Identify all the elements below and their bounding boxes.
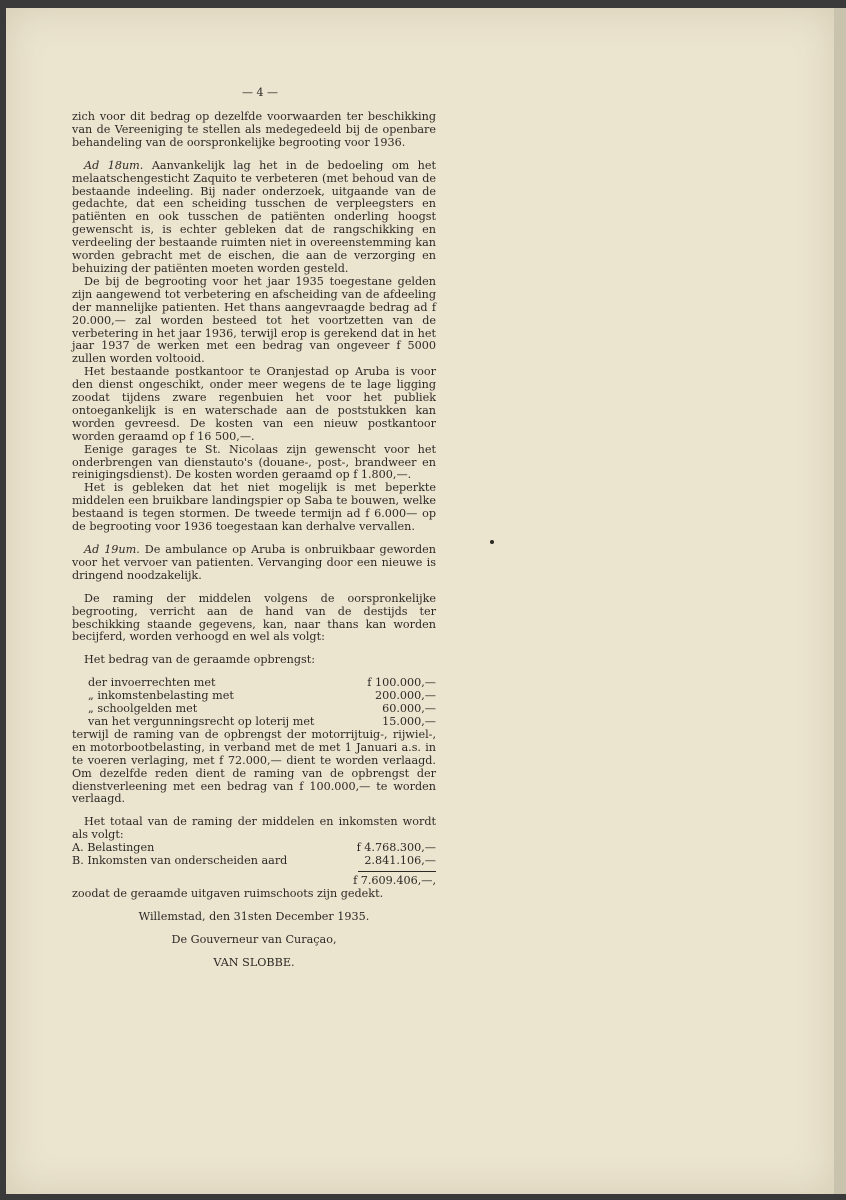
place-date: Willemstad, den 31sten December 1935. xyxy=(138,909,370,923)
sum-rule xyxy=(358,871,436,872)
raming-intro: De raming der middelen volgens de oorspronkelijke begrooting, verricht aan de hand van de destijds ter beschikking staande gegevens, kan, naar thans kan worden becijferd, worden verhoogd en wel als volgt: xyxy=(72,591,436,644)
ad18-paragraph-3: Het bestaande postkantoor te Oranjestad op Aruba is voor den dienst ongeschikt, onder meer wegens de te lage ligging zoodat tijdens zware regenbuien het voor het publiek ontoegankelijk is en waterschade aan de poststukken kan worden gevreesd. De kosten van een nieuw postkantoor worden geraamd op f 16 500,—. xyxy=(72,365,436,443)
row-value: 60.000,— xyxy=(382,702,436,716)
ad18-paragraph-2: De bij de begrooting voor het jaar 1935 toegestane gelden zijn aangewend tot verbetering en afscheiding van de afdeeling der mannelijke patienten. Het thans aangevraagde bedrag ad f 20.000,— zal worden besteed tot het voortzetten van de verbetering in het jaar 1936, terwijl erop is gerekend dat in het jaar 1937 de werken met een bedrag van ongeveer f 5000 zullen worden voltooid. xyxy=(72,274,436,366)
row-label: „ schoolgelden met xyxy=(88,702,198,716)
row-label: A. Belastingen xyxy=(72,841,155,855)
row-value: f 4.768.300,— xyxy=(356,841,436,855)
signatory-name: VAN SLOBBE. xyxy=(213,955,295,969)
ad19-label: Ad 19um. xyxy=(84,543,140,556)
intro-paragraph: zich voor dit bedrag op dezelfde voorwaarden ter beschikking van de Vereeniging te stellen als medegedeeld bij de openbare behandeling van de oorspronkelijke begrooting voor 1936. xyxy=(72,110,436,149)
conclusion: zoodat de geraamde uitgaven ruimschoots zijn gedekt. xyxy=(72,886,384,900)
ad18-p1-text: Aanvankelijk lag het in de bedoeling om het melaatschengesticht Zaquito te verbeteren (met behoud van de bestaande indeeling. Bij nader onderzoek, uitgaande van de gedachte, dat een scheiding tusschen de verpleegsters en patiënten en ook tusschen de patiënten onderling hoogst gewenscht is, is echter gebleken dat de rangschikking en verdeeling der bestaande ruimten niet in overeenstemming kan worden gebracht met de eischen, die aan de verzorging en behuizing der patiënten moeten worden gesteld. xyxy=(72,158,437,275)
row-label: B. Inkomsten van onderscheiden aard xyxy=(72,854,288,868)
page-edge xyxy=(834,8,846,1194)
row-value: 200.000,— xyxy=(374,689,436,703)
row-label: der invoerrechten met xyxy=(88,676,216,690)
opbrengst-label: Het bedrag van de geraamde opbrengst: xyxy=(84,653,316,667)
row-label: „ inkomstenbelasting met xyxy=(88,689,234,703)
signatory-title: De Gouverneur van Curaçao, xyxy=(171,932,337,946)
row-value: f 100.000,— xyxy=(367,676,436,690)
body-text xyxy=(72,111,436,969)
page-number: — 4 — xyxy=(242,86,278,99)
ad18-paragraph-5: Het is gebleken dat het niet mogelijk is met beperkte middelen een bruikbare landingspier op Saba te bouwen, welke bestaand is tegen stormen. De tweede termijn ad f 6.000— op de begrooting voor 1936 toegestaan kan derhalve vervallen. xyxy=(72,481,436,534)
totaal-intro: Het totaal van de raming der middelen en inkomsten wordt als volgt: xyxy=(72,815,436,842)
totaal-sum-row xyxy=(72,875,436,888)
ad19-p1-text: De ambulance op Aruba is onbruikbaar geworden voor het vervoer van patienten. Vervanging door een nieuwe is dringend noodzakelijk. xyxy=(72,543,436,582)
row-value: 15.000,— xyxy=(382,714,436,728)
row-value: 2.841.106,— xyxy=(364,854,436,868)
ad19-paragraph xyxy=(72,544,436,583)
ad18-paragraph-1 xyxy=(72,160,436,276)
totaal-row xyxy=(72,855,436,868)
row-label: van het vergunningsrecht op loterij met xyxy=(88,714,315,728)
terwijl-paragraph: terwijl de raming van de opbrengst der motorrijtuig-, rijwiel-, en motorbootbelasting, in verband met de met 1 Januari a.s. in te voeren verlaging, met f 72.000,— dient te worden verlaagd. Om dezelfde reden dient de raming van de opbrengst der dienstverleening met een bedrag van f 100.000,— te worden verlaagd. xyxy=(72,727,436,806)
opbrengst-row xyxy=(72,716,436,729)
totaal-sum: f 7.609.406,—, xyxy=(353,873,436,887)
ink-dot xyxy=(490,540,494,544)
ad18-label: Ad 18um. xyxy=(84,158,144,172)
ad18-paragraph-4: Eenige garages te St. Nicolaas zijn gewenscht voor het onderbrengen van dienstauto's (douane-, post-, brandweer en reinigingsdienst). De kosten worden geraamd op f 1.800,—. xyxy=(72,442,436,482)
